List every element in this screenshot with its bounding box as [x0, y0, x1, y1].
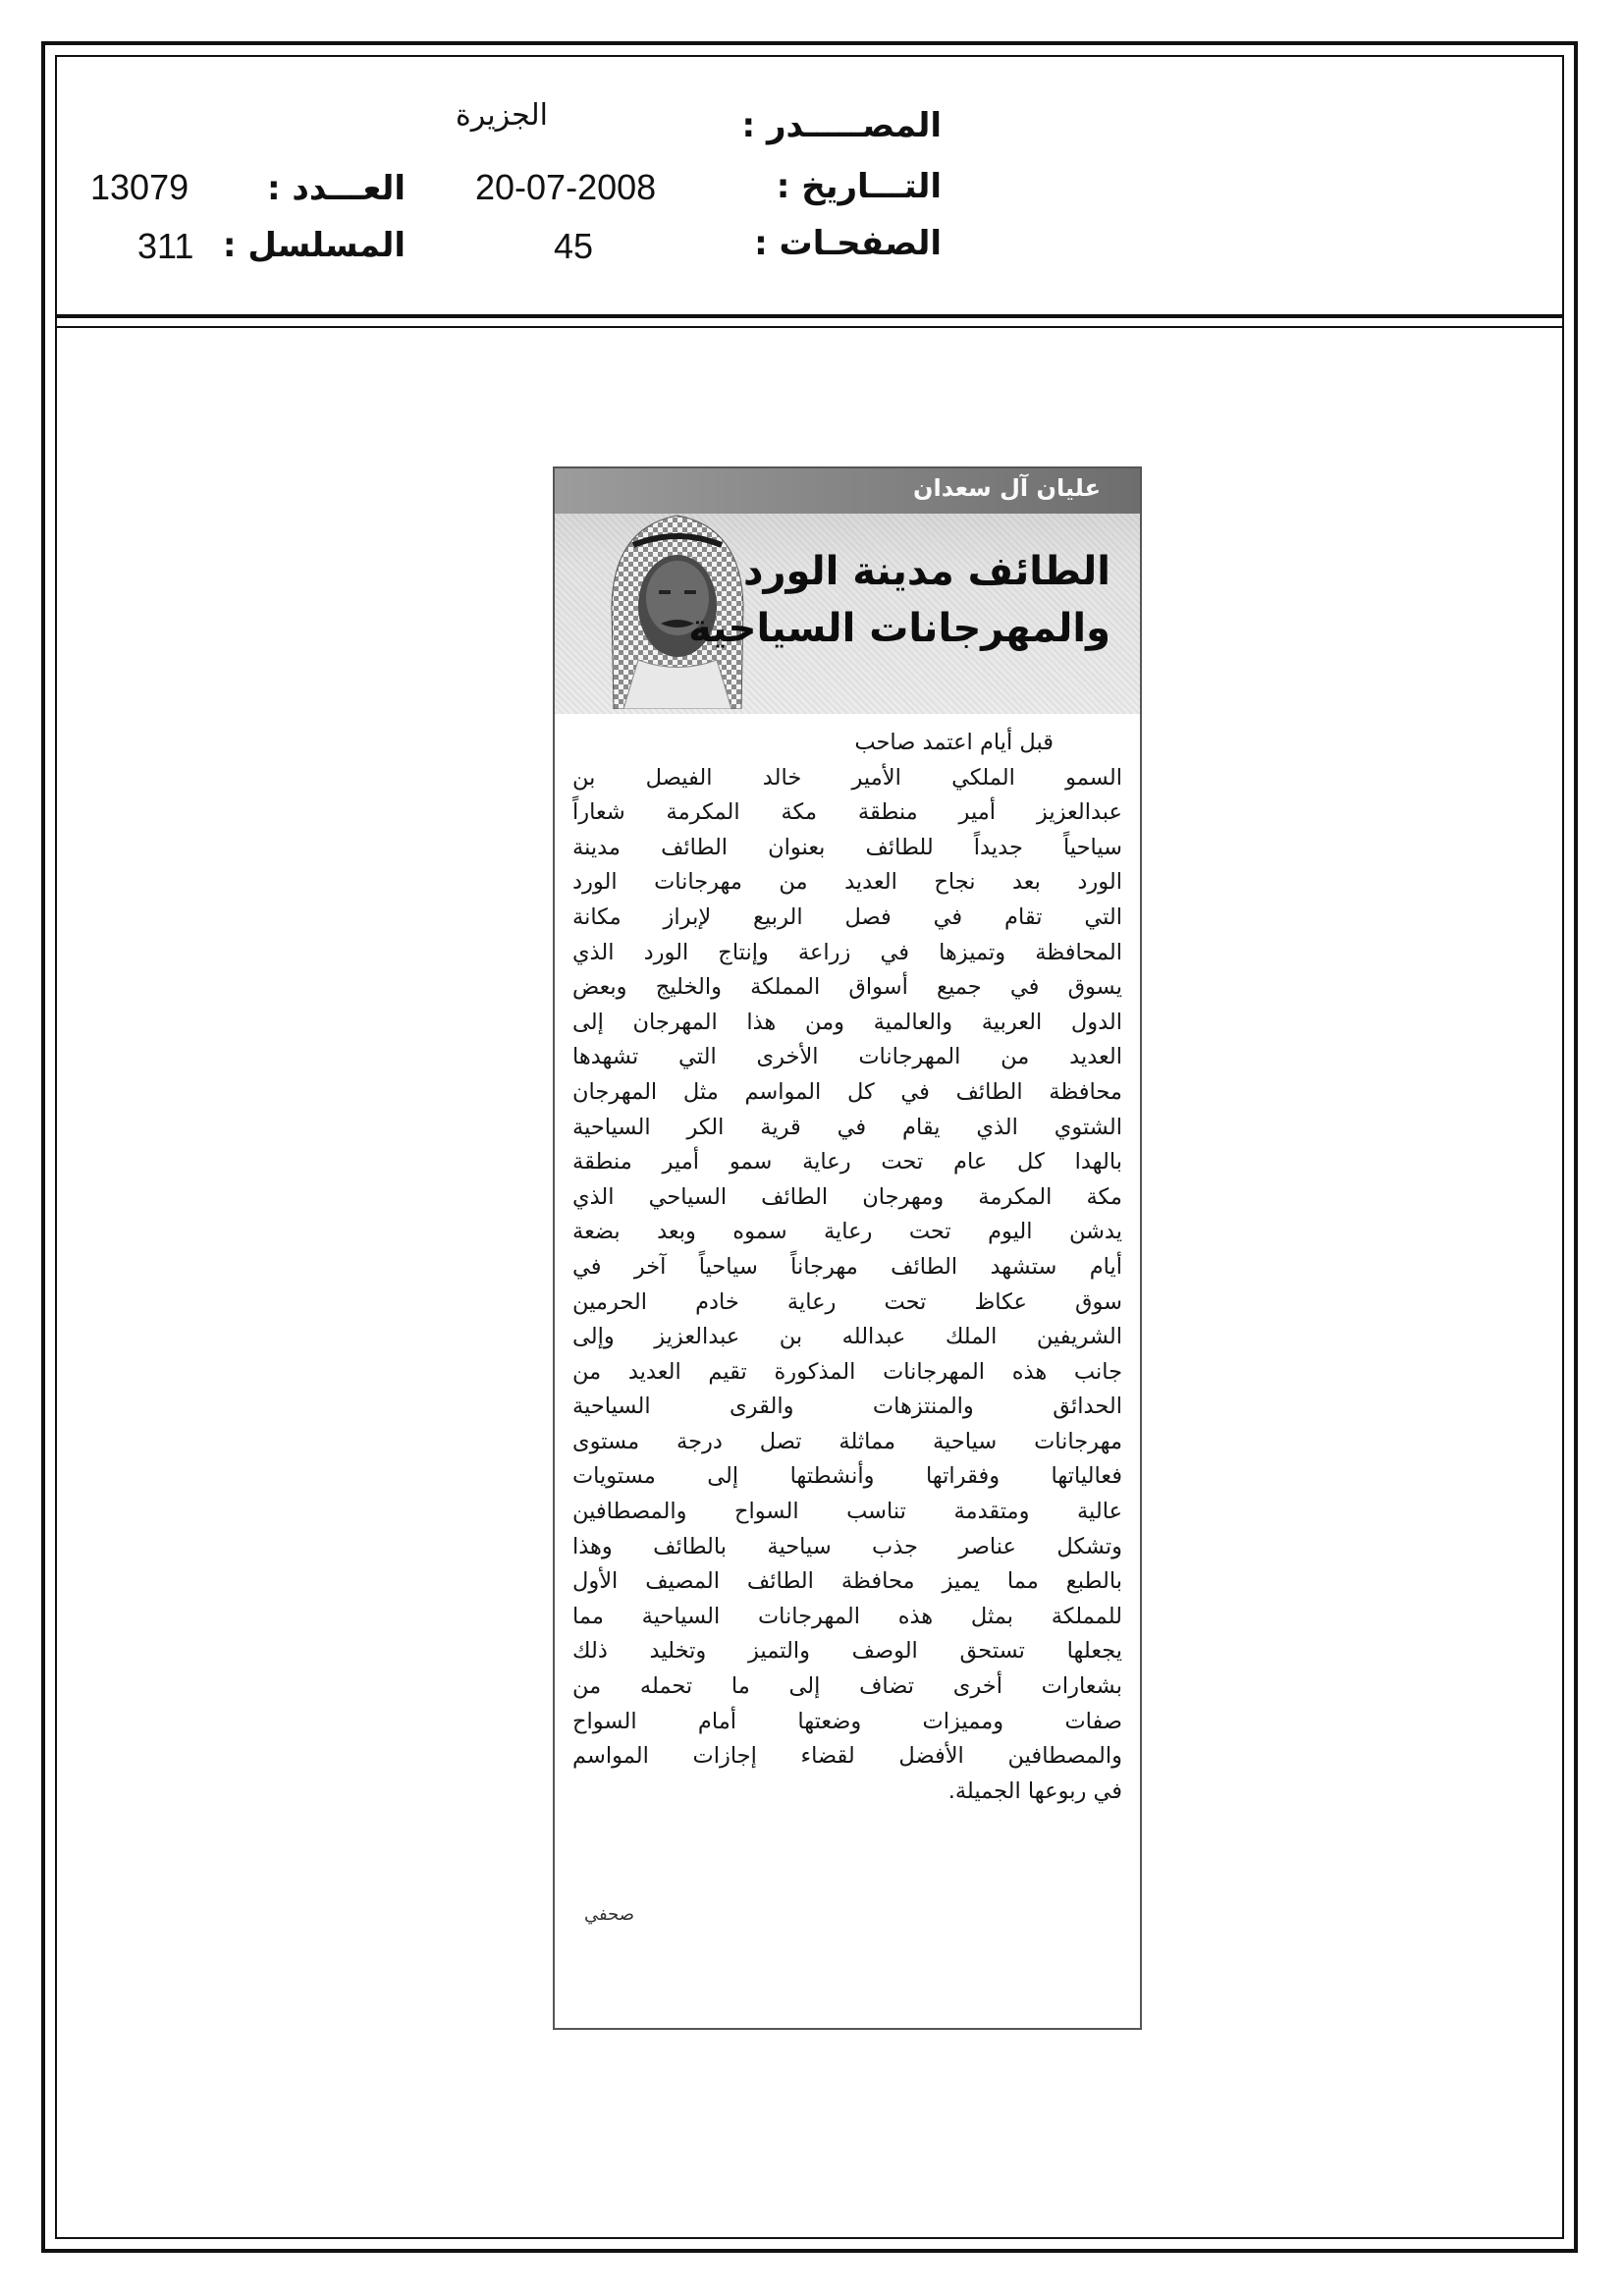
- issue-label: العـــدد :: [267, 169, 406, 208]
- article-line: الشريفين الملك عبدالله بن عبدالعزيز وإلى: [572, 1324, 1122, 1350]
- source-value: الجزيرة: [456, 98, 549, 133]
- article-line: الورد بعد نجاح العديد من مهرجانات الورد: [572, 869, 1122, 896]
- article-line: يجعلها تستحق الوصف والتميز وتخليد ذلك: [572, 1638, 1122, 1665]
- pages-value: 45: [554, 226, 594, 266]
- article-line: التي تقام في فصل الربيع لإبراز مكانة: [572, 903, 1122, 930]
- article-line: الحدائق والمنتزهات والقرى السياحية: [572, 1394, 1122, 1420]
- article-line: السمو الملكي الأمير خالد الفيصل بن: [572, 764, 1122, 791]
- article-line: بشعارات أخرى تضاف إلى ما تحمله من: [572, 1673, 1122, 1700]
- date-label: التـــاريخ :: [776, 167, 942, 206]
- source-label: المصـــــدر :: [741, 106, 942, 145]
- article-line: قبل أيام اعتمد صاحب: [854, 730, 1054, 755]
- article-line: الشتوي الذي يقام في قرية الكر السياحية: [572, 1114, 1122, 1140]
- header-divider: [55, 314, 1564, 328]
- newspaper-clipping: [553, 466, 1142, 2030]
- article-line: محافظة الطائف في كل المواسم مثل المهرجان: [572, 1078, 1122, 1105]
- article-body: [572, 726, 1122, 1809]
- serial-value: 311: [137, 226, 194, 266]
- article-line: للمملكة بمثل هذه المهرجانات السياحية مما: [572, 1603, 1122, 1629]
- article-line: الدول العربية والعالمية ومن هذا المهرجان إلى: [572, 1009, 1122, 1035]
- article-line: يدشن اليوم تحت رعاية سموه وبعد بضعة: [572, 1219, 1122, 1245]
- article-banner: [555, 468, 1140, 714]
- pages-label: الصفحـات :: [754, 224, 942, 263]
- article-line: في ربوعها الجميلة.: [947, 1777, 1122, 1804]
- article-signature: صحفي: [584, 1904, 635, 1925]
- article-line: مكة المكرمة ومهرجان الطائف السياحي الذي: [572, 1183, 1122, 1210]
- article-line: صفات ومميزات وضعتها أمام السواح: [572, 1708, 1122, 1734]
- article-line: سياحياً جديداً للطائف بعنوان الطائف مدينة: [572, 834, 1122, 860]
- article-line: يسوق في جميع أسواق المملكة والخليج وبعض: [572, 974, 1122, 1001]
- serial-label: المسلسل :: [222, 226, 406, 265]
- article-line: المحافظة وتميزها في زراعة وإنتاج الورد الذي: [572, 939, 1122, 965]
- article-line: جانب هذه المهرجانات المذكورة تقيم العديد من: [572, 1358, 1122, 1385]
- author-name: عليان آل سعدان: [913, 474, 1101, 502]
- article-line: العديد من المهرجانات الأخرى التي تشهدها: [572, 1044, 1122, 1070]
- author-portrait-image: [594, 488, 761, 709]
- issue-value: 13079: [90, 167, 189, 207]
- article-headline-line2: والمهرجانات السياحية: [688, 606, 1110, 651]
- article-line: فعالياتها وفقراتها وأنشطتها إلى مستويات: [572, 1463, 1122, 1490]
- article-line: عالية ومتقدمة تناسب السواح والمصطافين: [572, 1499, 1122, 1525]
- article-headline-line1: الطائف مدينة الورد: [742, 549, 1110, 594]
- article-line: بالطبع مما يميز محافظة الطائف المصيف الأول: [572, 1568, 1122, 1595]
- article-line: أيام ستشهد الطائف مهرجاناً سياحياً آخر في: [572, 1253, 1122, 1280]
- date-value: 20-07-2008: [475, 167, 657, 207]
- article-line: والمصطافين الأفضل لقضاء إجازات المواسم: [572, 1743, 1122, 1770]
- article-line: عبدالعزيز أمير منطقة مكة المكرمة شعاراً: [572, 799, 1122, 826]
- article-line: سوق عكاظ تحت رعاية خادم الحرمين: [572, 1288, 1122, 1315]
- article-line: وتشكل عناصر جذب سياحية بالطائف وهذا: [572, 1533, 1122, 1559]
- article-line: بالهدا كل عام تحت رعاية سمو أمير منطقة: [572, 1149, 1122, 1175]
- article-line: مهرجانات سياحية مماثلة تصل درجة مستوى: [572, 1428, 1122, 1454]
